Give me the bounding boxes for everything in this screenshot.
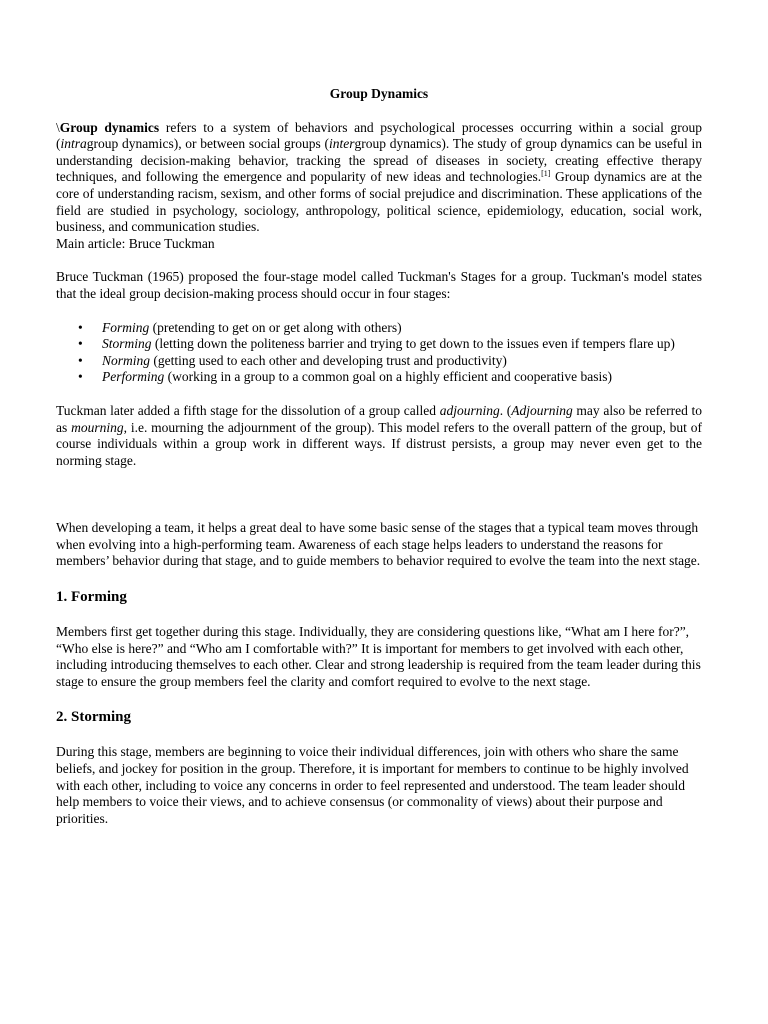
list-item: [102, 320, 702, 337]
stage-desc: (working in a group to a common goal on a highly efficient and cooperative basis): [164, 369, 613, 385]
stage-name: Storming: [102, 336, 152, 352]
intro-term: Group dynamics: [59, 119, 160, 135]
intro-paragraph: [56, 120, 702, 236]
stage-desc: (pretending to get on or get along with others): [149, 319, 402, 335]
fifth-text-4: , i.e. mourning the adjournment of the group). This model refers to the overall pattern of the group, but of course individuals within a group work in different ways. If distrust persists, a group may never even get to the norming stage.: [56, 419, 703, 468]
storming-heading: 2. Storming: [56, 709, 131, 726]
list-item: [102, 336, 702, 353]
stage-name: Performing: [102, 369, 165, 385]
fifth-stage-paragraph: [56, 403, 702, 469]
stage-name: Norming: [102, 352, 151, 368]
stages-list: [56, 320, 702, 386]
intro-text-3: group dynamics). The study of group dynamics can be useful in understanding decision-making behavior, tracking the spread of diseases in society, creating effective therapy techniques, and following the emergence and popularity of new ideas and technologies.: [56, 136, 702, 185]
stage-name: Forming: [102, 319, 150, 335]
fifth-adjourning: adjourning: [439, 402, 500, 418]
main-article-note: Main article: Bruce Tuckman: [56, 235, 215, 251]
fifth-text-1: Tuckman later added a fifth stage for the dissolution of a group called: [56, 402, 440, 418]
intro-prefix: \: [56, 119, 60, 135]
intro-text-2: group dynamics), or between social groups (: [86, 136, 329, 152]
storming-paragraph: During this stage, members are beginning to voice their individual differences, join with others who share the same beliefs, and jockey for position in the group. Therefore, it is important for members to continue to be highly involved with each other, including to voice any concerns in order to feel represented and understood. The team leader should help members to voice their views, and to achieve consensus (or commonality of views) about their purpose and priorities.: [56, 744, 689, 826]
list-item: [102, 369, 702, 386]
fifth-mourning: mourning: [71, 419, 124, 435]
stage-desc: (getting used to each other and developing trust and productivity): [150, 352, 507, 368]
intro-text-1: refers to a system of behaviors and psychological processes occurring within a social group (: [56, 119, 702, 152]
document-title: Group Dynamics: [329, 86, 429, 101]
stage-desc: (letting down the politeness barrier and trying to get down to the issues even if tempers flare up): [151, 336, 675, 352]
fifth-adjourning-cap: Adjourning: [511, 402, 573, 418]
team-paragraph: When developing a team, it helps a great deal to have some basic sense of the stages that a typical team moves through when evolving into a high-performing team. Awareness of each stage helps leaders to understand the reasons for members’ behavior during that stage, and to guide members to behavior required to evolve the team into the next stage.: [56, 520, 701, 569]
intro-text-4: Group dynamics are at the core of understanding racism, sexism, and other forms of social prejudice and discrimination. These applications of the field are studied in psychology, sociology, anthropology, political science, epidemiology, education, social work, business, and communication studies.: [56, 169, 702, 235]
citation-link[interactable]: [1]: [541, 169, 551, 179]
fifth-text-2: . (: [499, 402, 512, 418]
intro-intra: intra: [60, 136, 87, 152]
tuckman-paragraph: Bruce Tuckman (1965) proposed the four-stage model called Tuckman's Stages for a group. Tuckman's model states that the ideal group decision-making process should occur in four stages:: [56, 269, 702, 301]
fifth-text-3: may also be referred to as: [56, 402, 702, 435]
list-item: [102, 353, 702, 370]
document-page: [56, 86, 702, 827]
forming-paragraph: Members first get together during this stage. Individually, they are considering questions like, “What am I here for?”, “Who else is here?” and “Who am I comfortable with?” It is important for members to get involved with each other, including introducing themselves to each other. Clear and strong leadership is required from the team leader during this stage to ensure the group members feel the clarity and comfort required to evolve to the next stage.: [56, 624, 701, 689]
forming-heading: 1. Forming: [56, 589, 127, 606]
intro-inter: inter: [329, 136, 355, 152]
